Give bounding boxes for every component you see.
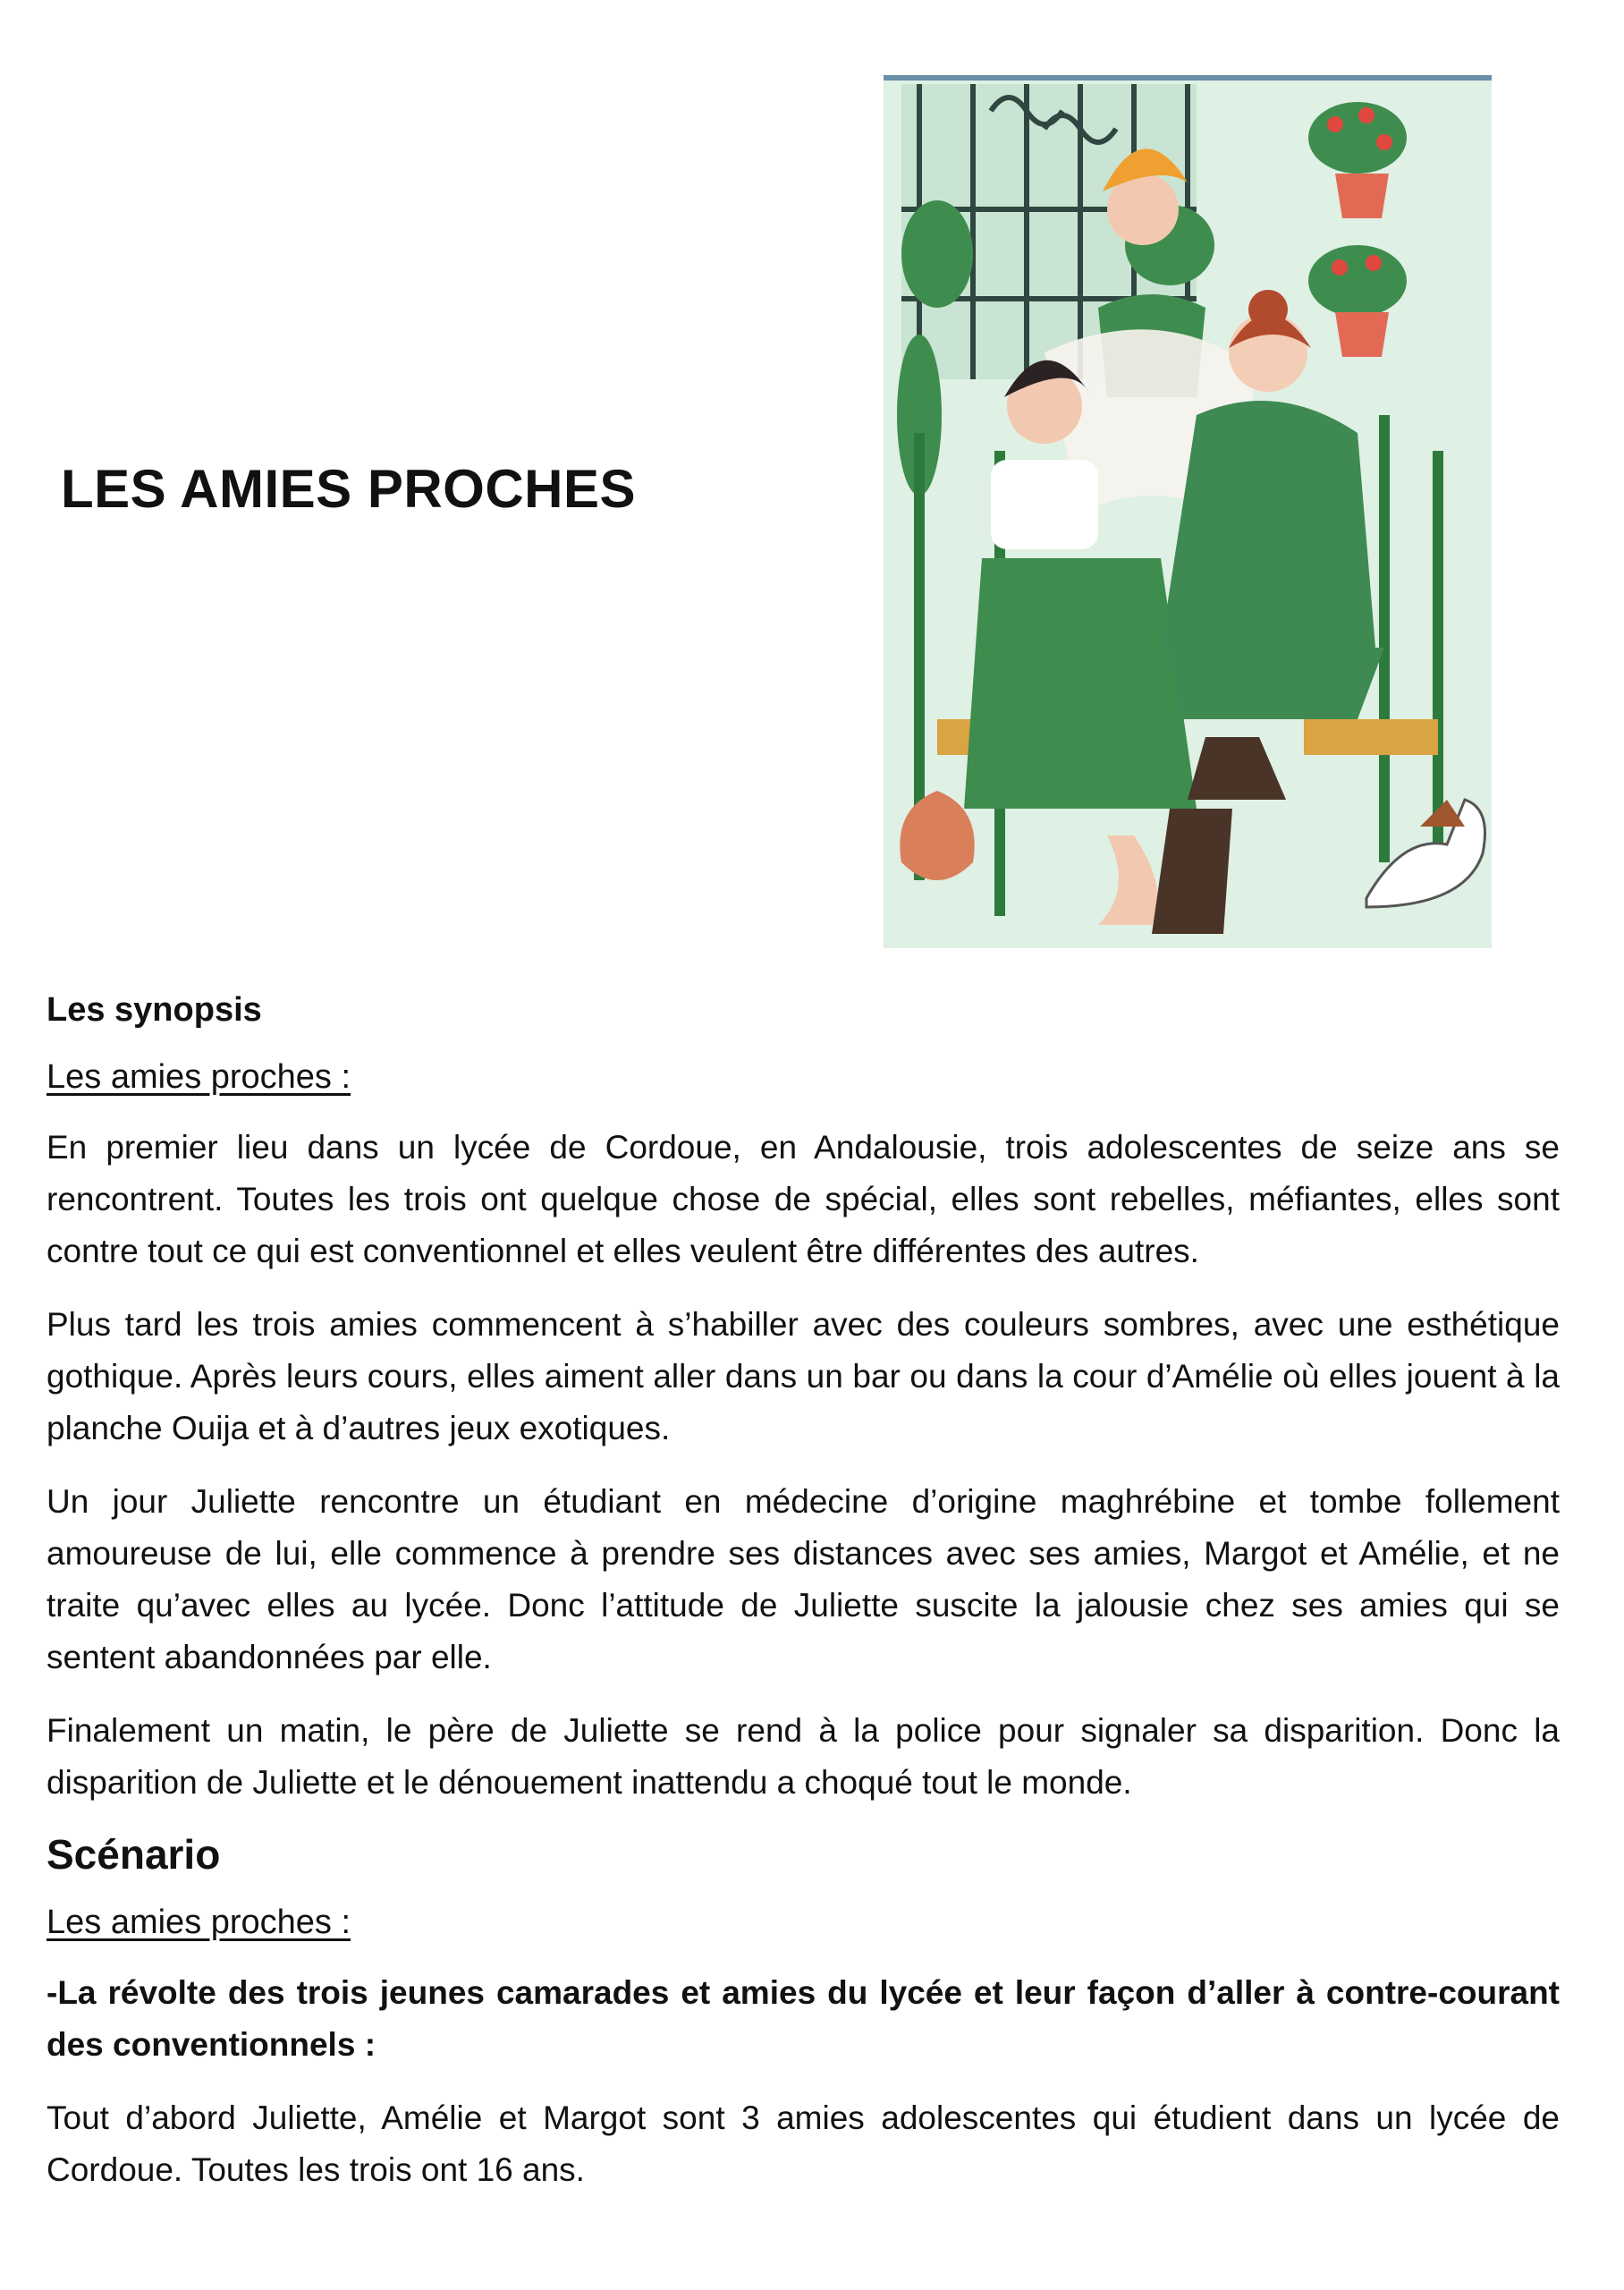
scenario-bold-line: -La révolte des trois jeunes camarades et amies du lycée et leur façon d’aller à contre-courant des conventionnels :: [47, 1974, 1560, 2063]
three-friends-illustration: [884, 75, 1492, 948]
synopsis-paragraph: Plus tard les trois amies commencent à s’habiller avec des couleurs sombres, avec une esthétique gothique. Après leurs cours, elles aiment aller dans un bar ou dans la cour d’Amélie où elles jouent à la planche Ouija et à d’autres jeux exotiques.: [47, 1306, 1560, 1446]
scenario-paragraph: Tout d’abord Juliette, Amélie et Margot sont 3 amies adolescentes qui étudient dans un lycée de Cordoue. Toutes les trois ont 16 ans.: [47, 2099, 1560, 2188]
synopsis-paragraph: En premier lieu dans un lycée de Cordoue, en Andalousie, trois adolescentes de seize ans se rencontrent. Toutes les trois ont quelque chose de spécial, elles sont rebelles, méfiantes, elles sont contre tout ce qui est conventionnel et elles veulent être différentes des autres.: [47, 1129, 1560, 1269]
synopsis-sublabel: Les amies proches :: [47, 1058, 351, 1096]
page-title: LES AMIES PROCHES: [61, 459, 637, 519]
synopsis-paragraph: Un jour Juliette rencontre un étudiant en médecine d’origine maghrébine et tombe follement amoureuse de lui, elle commence à prendre ses distances avec ses amies, Margot et Amélie, et ne traite qu’avec elles au lycée. Donc l’attitude de Juliette suscite la jalousie chez ses amies qui se sentent abandonnées par elle.: [47, 1483, 1560, 1675]
synopsis-label: Les synopsis: [47, 991, 262, 1029]
scenario-heading: Scénario: [47, 1831, 221, 1878]
synopsis-paragraph: Finalement un matin, le père de Juliette se rend à la police pour signaler sa disparition. Donc la disparition de Juliette et le dénouement inattendu a choqué tout le monde.: [47, 1712, 1560, 1801]
scenario-sublabel: Les amies proches :: [47, 1904, 351, 1941]
document-body: [47, 991, 1560, 2218]
